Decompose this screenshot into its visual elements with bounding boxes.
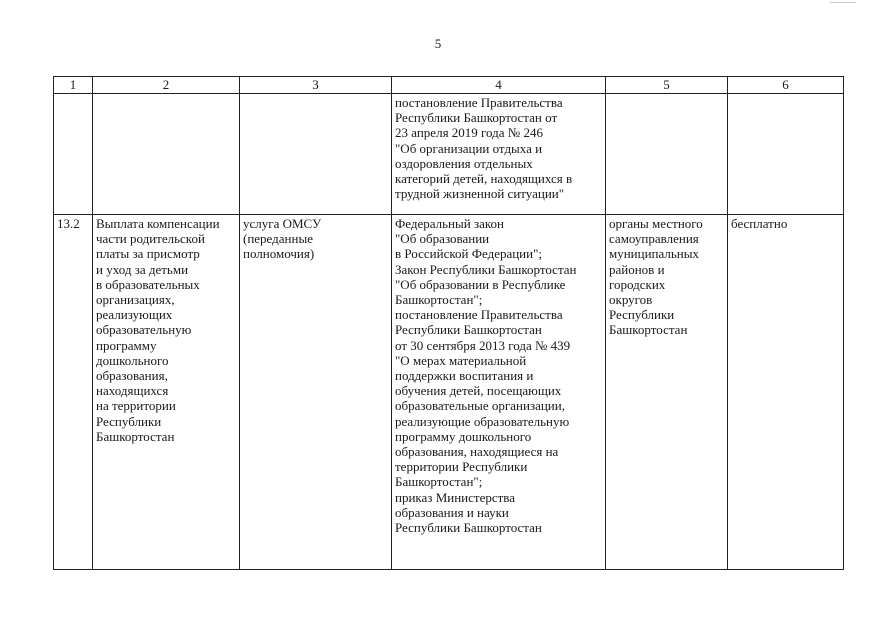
text-line: Башкортостан xyxy=(96,428,175,444)
text-line: образовательную xyxy=(96,322,192,338)
cont-legal-basis-cell xyxy=(392,94,606,215)
text-line: трудной жизненной ситуации" xyxy=(395,186,565,202)
text-line: муниципальных xyxy=(609,246,700,262)
text-line: полномочия) xyxy=(243,246,315,262)
header-col-2: 2 xyxy=(93,77,240,94)
text-line: реализующие образовательную xyxy=(395,413,570,429)
row-number-cell: 13.2 xyxy=(54,215,93,570)
cont-cell-1 xyxy=(54,94,93,215)
text-line: Федеральный закон xyxy=(395,216,504,231)
text-line: услуга ОМСУ xyxy=(243,216,322,231)
text-line: Республики Башкортостан xyxy=(395,322,542,338)
text-line: органы местного xyxy=(609,216,703,231)
text-line: образования, находящиеся на xyxy=(395,444,559,460)
header-col-6: 6 xyxy=(728,77,844,94)
text-line: Закон Республики Башкортостан xyxy=(395,261,577,277)
text-line: (переданные xyxy=(243,231,313,247)
text-line: образования, xyxy=(96,368,168,384)
text-line: образовательные организации, xyxy=(395,398,565,414)
text-line: образования и науки xyxy=(395,504,509,520)
service-name-cell xyxy=(93,215,240,570)
table-header-row xyxy=(54,77,844,94)
header-col-3: 3 xyxy=(240,77,392,94)
page-number: 5 xyxy=(434,36,442,51)
header-col-1: 1 xyxy=(54,77,93,94)
text-line: Башкортостан"; xyxy=(395,292,483,308)
text-line: в Российской Федерации"; xyxy=(395,246,543,262)
text-line: "Об образовании xyxy=(395,231,490,247)
text-line: поддержки воспитания и xyxy=(395,368,534,384)
text-line: части родительской xyxy=(96,231,205,247)
cont-cell-6 xyxy=(728,94,844,215)
text-line: "Об образовании в Республике xyxy=(395,276,566,292)
text-line: Выплата компенсации xyxy=(96,216,220,231)
text-line: постановление Правительства xyxy=(395,307,563,323)
text-line: находящихся xyxy=(96,383,169,399)
text-line: реализующих xyxy=(96,307,173,323)
text-line: районов и xyxy=(609,261,665,277)
services-table xyxy=(53,76,844,570)
text-line: от 30 сентября 2013 года № 439 xyxy=(395,337,571,353)
table-row-continuation xyxy=(54,94,844,215)
text-line: обучения детей, посещающих xyxy=(395,383,562,399)
text-line: округов xyxy=(609,292,653,308)
text-line: дошкольного xyxy=(96,352,169,368)
text-line: постановление Правительства xyxy=(395,95,563,110)
provider-cell xyxy=(606,215,728,570)
text-line: программу дошкольного xyxy=(395,428,532,444)
text-line: "Об организации отдыха и xyxy=(395,140,543,156)
text-line: приказ Министерства xyxy=(395,489,516,505)
text-line: программу xyxy=(96,337,157,353)
text-line: самоуправления xyxy=(609,231,699,247)
text-line: организациях, xyxy=(96,292,175,308)
text-line: Республики xyxy=(96,413,162,429)
text-line: 23 апреля 2019 года № 246 xyxy=(395,125,543,141)
cont-cell-2 xyxy=(93,94,240,215)
header-col-4: 4 xyxy=(392,77,606,94)
text-line: "О мерах материальной xyxy=(395,352,527,368)
text-line: Республики Башкортостан от xyxy=(395,110,558,126)
header-col-5: 5 xyxy=(606,77,728,94)
fee-cell: бесплатно xyxy=(728,215,844,570)
text-line: Башкортостан xyxy=(609,322,688,338)
text-line: Башкортостан"; xyxy=(395,474,483,490)
cont-cell-5 xyxy=(606,94,728,215)
scan-mark xyxy=(830,2,856,3)
text-line: в образовательных xyxy=(96,276,200,292)
text-line: платы за присмотр xyxy=(96,246,200,262)
text-line: на территории xyxy=(96,398,176,414)
text-line: Республики Башкортостан xyxy=(395,520,542,536)
service-type-cell xyxy=(240,215,392,570)
text-line: территории Республики xyxy=(395,459,528,475)
text-line: городских xyxy=(609,276,666,292)
table-row-13-2 xyxy=(54,215,844,570)
text-line: категорий детей, находящихся в xyxy=(395,171,573,187)
text-line: и уход за детьми xyxy=(96,261,189,277)
text-line: оздоровления отдельных xyxy=(395,155,533,171)
legal-basis-cell xyxy=(392,215,606,570)
cont-cell-3 xyxy=(240,94,392,215)
text-line: Республики xyxy=(609,307,675,323)
